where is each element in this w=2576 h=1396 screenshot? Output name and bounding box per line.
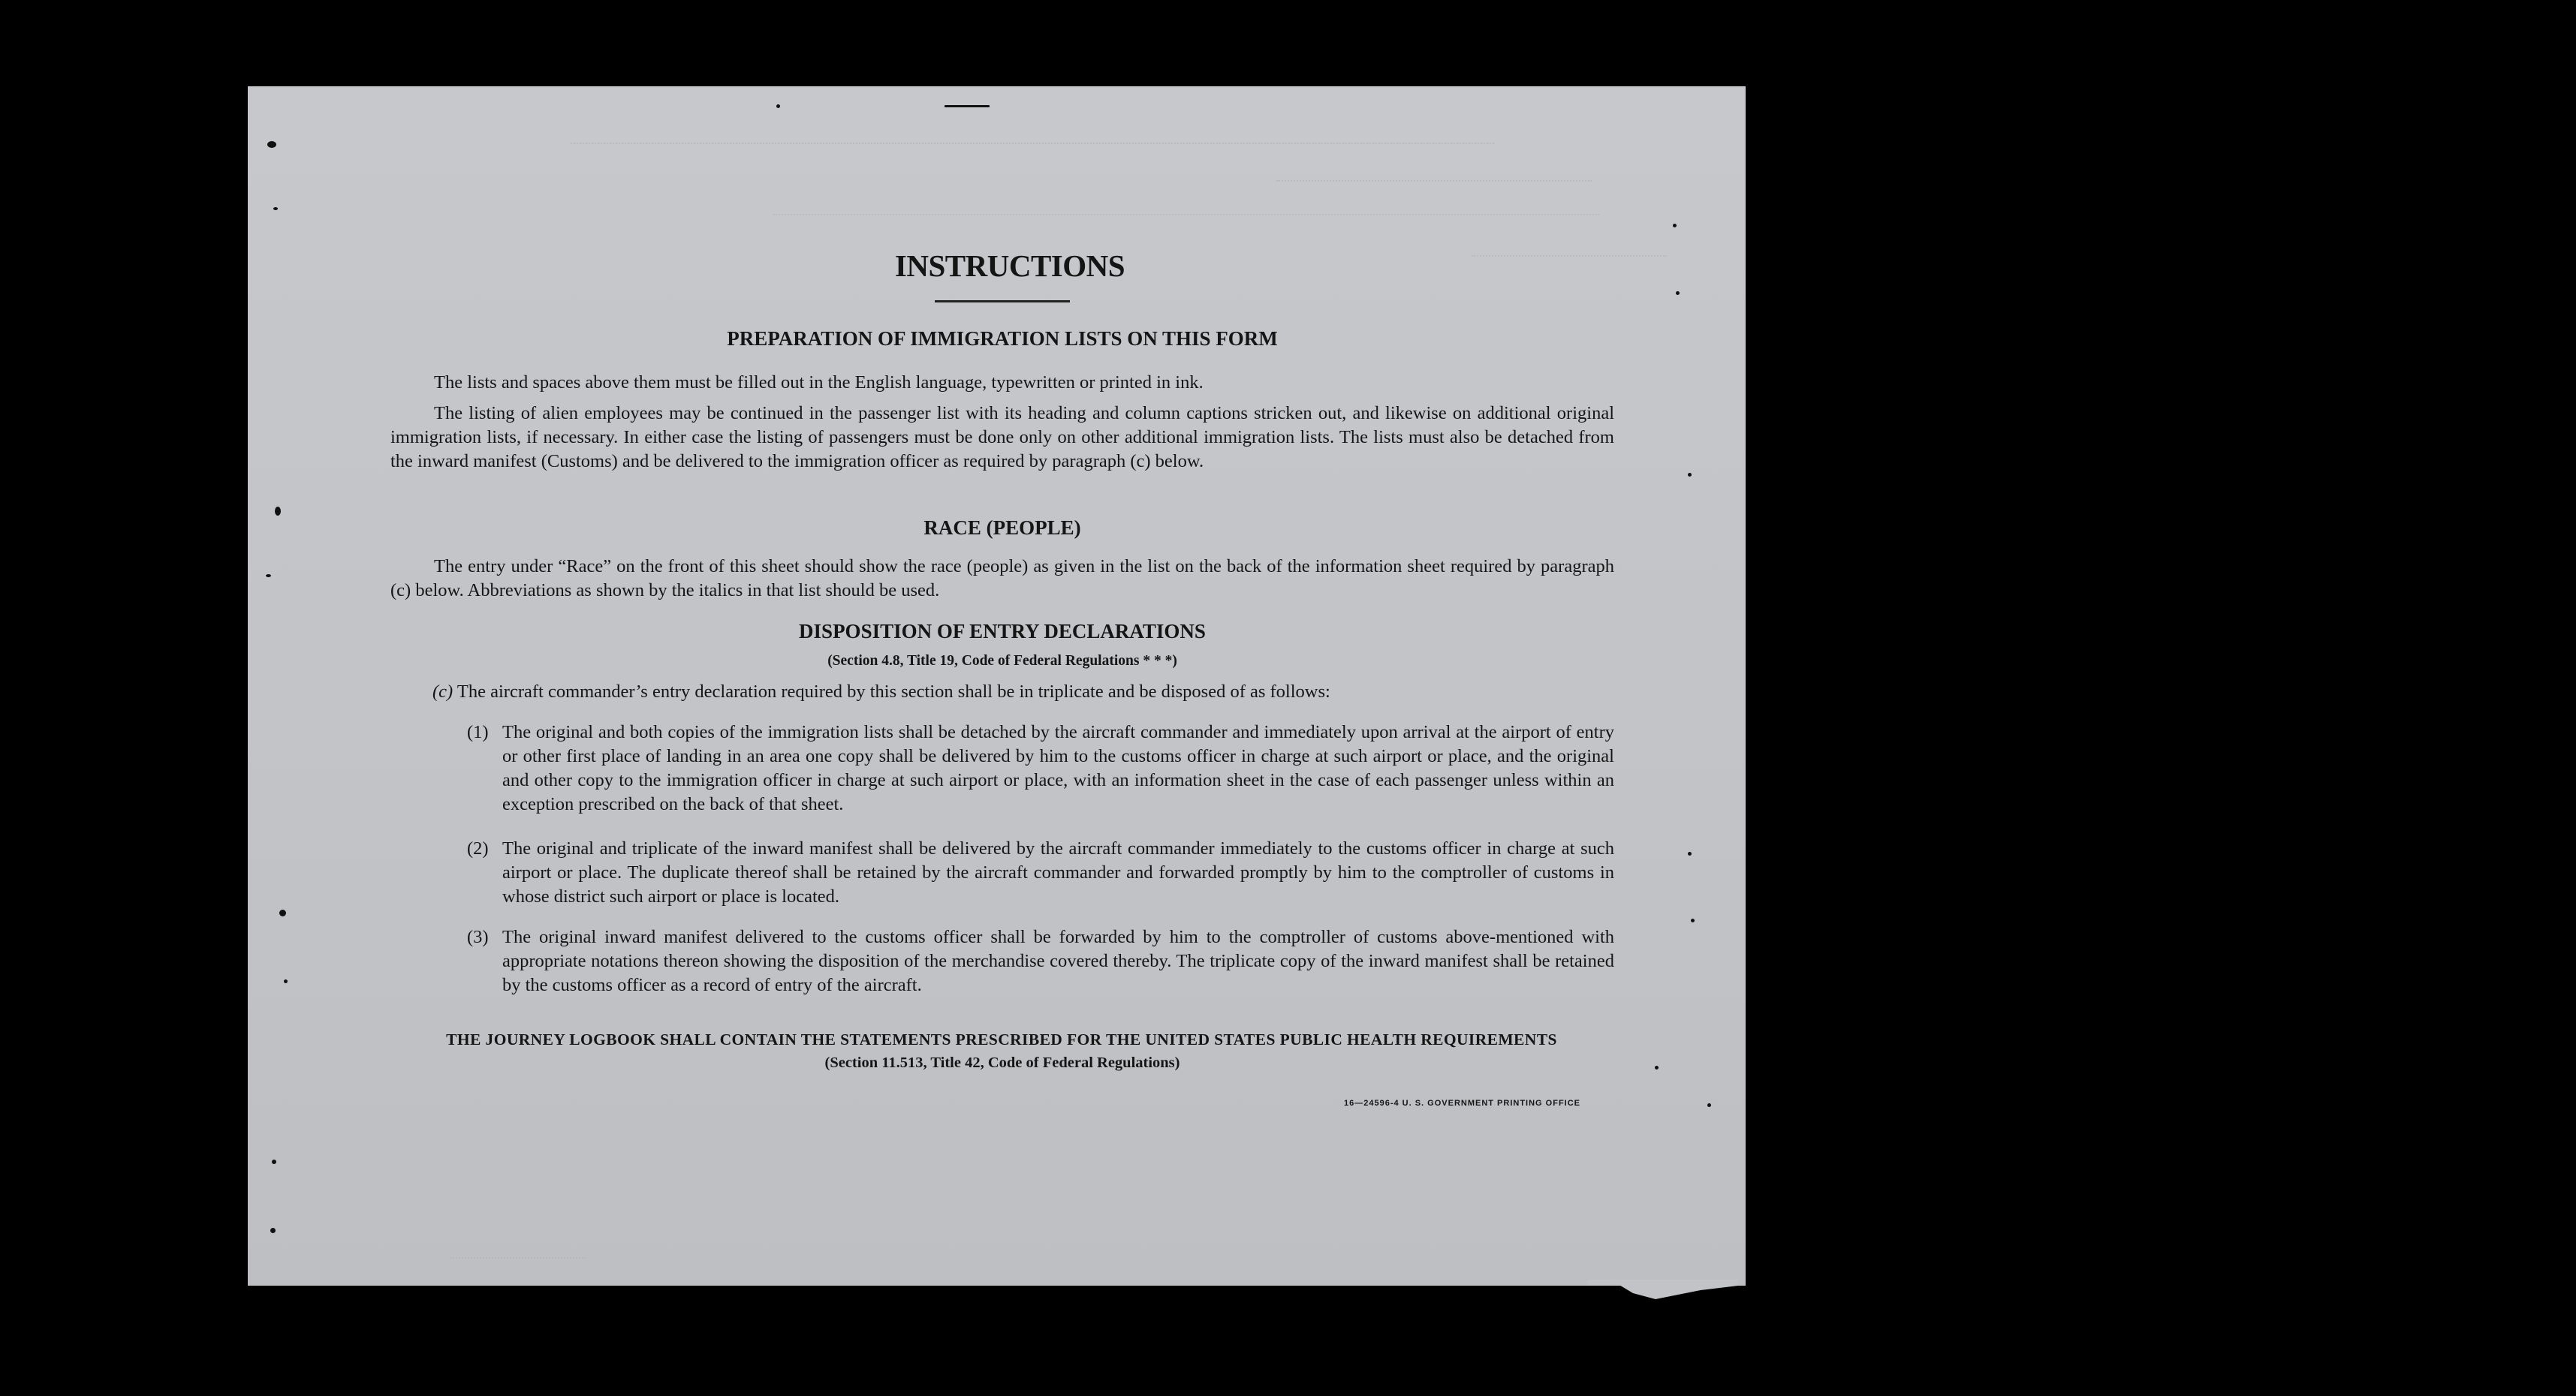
intro-label: (c) bbox=[432, 681, 453, 702]
list-item-number: (3) bbox=[467, 927, 489, 947]
list-item bbox=[467, 925, 1614, 997]
list-item-text: The original and triplicate of the inward manifest shall be delivered by the aircraft commander immediately to the customs officer in charge at such airport or place. The duplicate thereof shall be retained by the aircraft commander and forwarded promptly by him to the comptroller of customs in whose district such airport or place is located. bbox=[502, 838, 1614, 907]
paragraph-race-text: The entry under “Race” on the front of this sheet should show the race (people) as given in the list on the back of the information sheet required by paragraph (c) below. Abbreviations as shown by the italics in that list should be used. bbox=[390, 556, 1614, 600]
page-title: INSTRUCTIONS bbox=[894, 248, 1125, 283]
paragraph-preparation-2 bbox=[390, 402, 1614, 474]
scan-speck bbox=[1655, 1066, 1659, 1070]
paragraph-preparation-2-text: The listing of alien employees may be continued in the passenger list with its heading and column captions stricken out, and likewise on additional original immigration lists, if necessary. In either case the listing of passengers must be done only on other additional immigration lists. The lists must also be detached from the inward manifest (Customs) and be delivered to the immigration officer as required by paragraph (c) below. bbox=[390, 403, 1614, 471]
paragraph-race bbox=[390, 555, 1614, 603]
scan-speck bbox=[1707, 1103, 1711, 1107]
list-item-text: The original and both copies of the immigration lists shall be detached by the aircraft commander and immediately upon arrival at the airport of entry or other first place of landing in an area one copy shall be delivered by him to the customs officer in charge at such airport or place, and the original and other copy to the immigration officer in charge at such airport or place, with an information sheet in the case of each passenger unless within an exception prescribed on the back of that sheet. bbox=[502, 722, 1614, 814]
scan-speck bbox=[1688, 852, 1692, 856]
scan-speck bbox=[275, 507, 281, 516]
footer-statement: THE JOURNEY LOGBOOK SHALL CONTAIN THE STATEMENTS PRESCRIBED FOR THE UNITED STATES PUBLIC HEALTH REQUIREMENTS bbox=[446, 1030, 1557, 1049]
heading-disposition: DISPOSITION OF ENTRY DECLARATIONS bbox=[799, 620, 1206, 642]
scan-speck bbox=[273, 207, 278, 210]
heading-preparation: PREPARATION OF IMMIGRATION LISTS ON THIS FORM bbox=[727, 327, 1278, 350]
scan-speck bbox=[945, 105, 990, 107]
scan-speck bbox=[1673, 224, 1677, 227]
heading-race: RACE (PEOPLE) bbox=[923, 516, 1081, 539]
paragraph-preparation-1-text: The lists and spaces above them must be filled out in the English language, typewritten or printed in ink. bbox=[434, 372, 1204, 393]
citation-disposition: (Section 4.8, Title 19, Code of Federal Regulations * * *) bbox=[827, 653, 1177, 669]
scan-speck bbox=[1691, 919, 1695, 922]
footer-citation: (Section 11.513, Title 42, Code of Federal Regulations) bbox=[824, 1055, 1180, 1071]
list-item-number: (1) bbox=[467, 722, 489, 742]
scan-speck bbox=[272, 1160, 276, 1164]
paragraph-disposition-intro bbox=[432, 680, 1614, 704]
paragraph-preparation-1 bbox=[390, 371, 1614, 395]
title-underline bbox=[935, 300, 1070, 302]
list-item bbox=[467, 721, 1614, 817]
scan-speck bbox=[270, 1228, 276, 1233]
list-item bbox=[467, 837, 1614, 909]
scan-speck bbox=[1688, 473, 1692, 477]
scan-speck bbox=[1676, 291, 1680, 295]
torn-edge bbox=[1588, 1280, 1738, 1302]
scan-speck bbox=[266, 574, 271, 577]
list-item-text: The original inward manifest delivered to the customs officer shall be forwarded by him to the comptroller of customs above-mentioned with appropriate notations thereon showing the disposition of the merchandise covered thereby. The triplicate copy of the inward manifest shall be retained by the customs officer as a record of entry of the aircraft. bbox=[502, 927, 1614, 995]
printer-imprint: 16—24596-4 U. S. GOVERNMENT PRINTING OFFICE bbox=[1344, 1099, 1581, 1108]
list-item-number: (2) bbox=[467, 838, 489, 859]
scan-speck bbox=[279, 910, 286, 916]
scan-speck bbox=[776, 104, 780, 108]
intro-text: The aircraft commander’s entry declaration required by this section shall be in triplicate and be disposed of as follows: bbox=[456, 681, 1330, 702]
scan-speck bbox=[284, 979, 288, 983]
scan-speck bbox=[267, 141, 276, 148]
